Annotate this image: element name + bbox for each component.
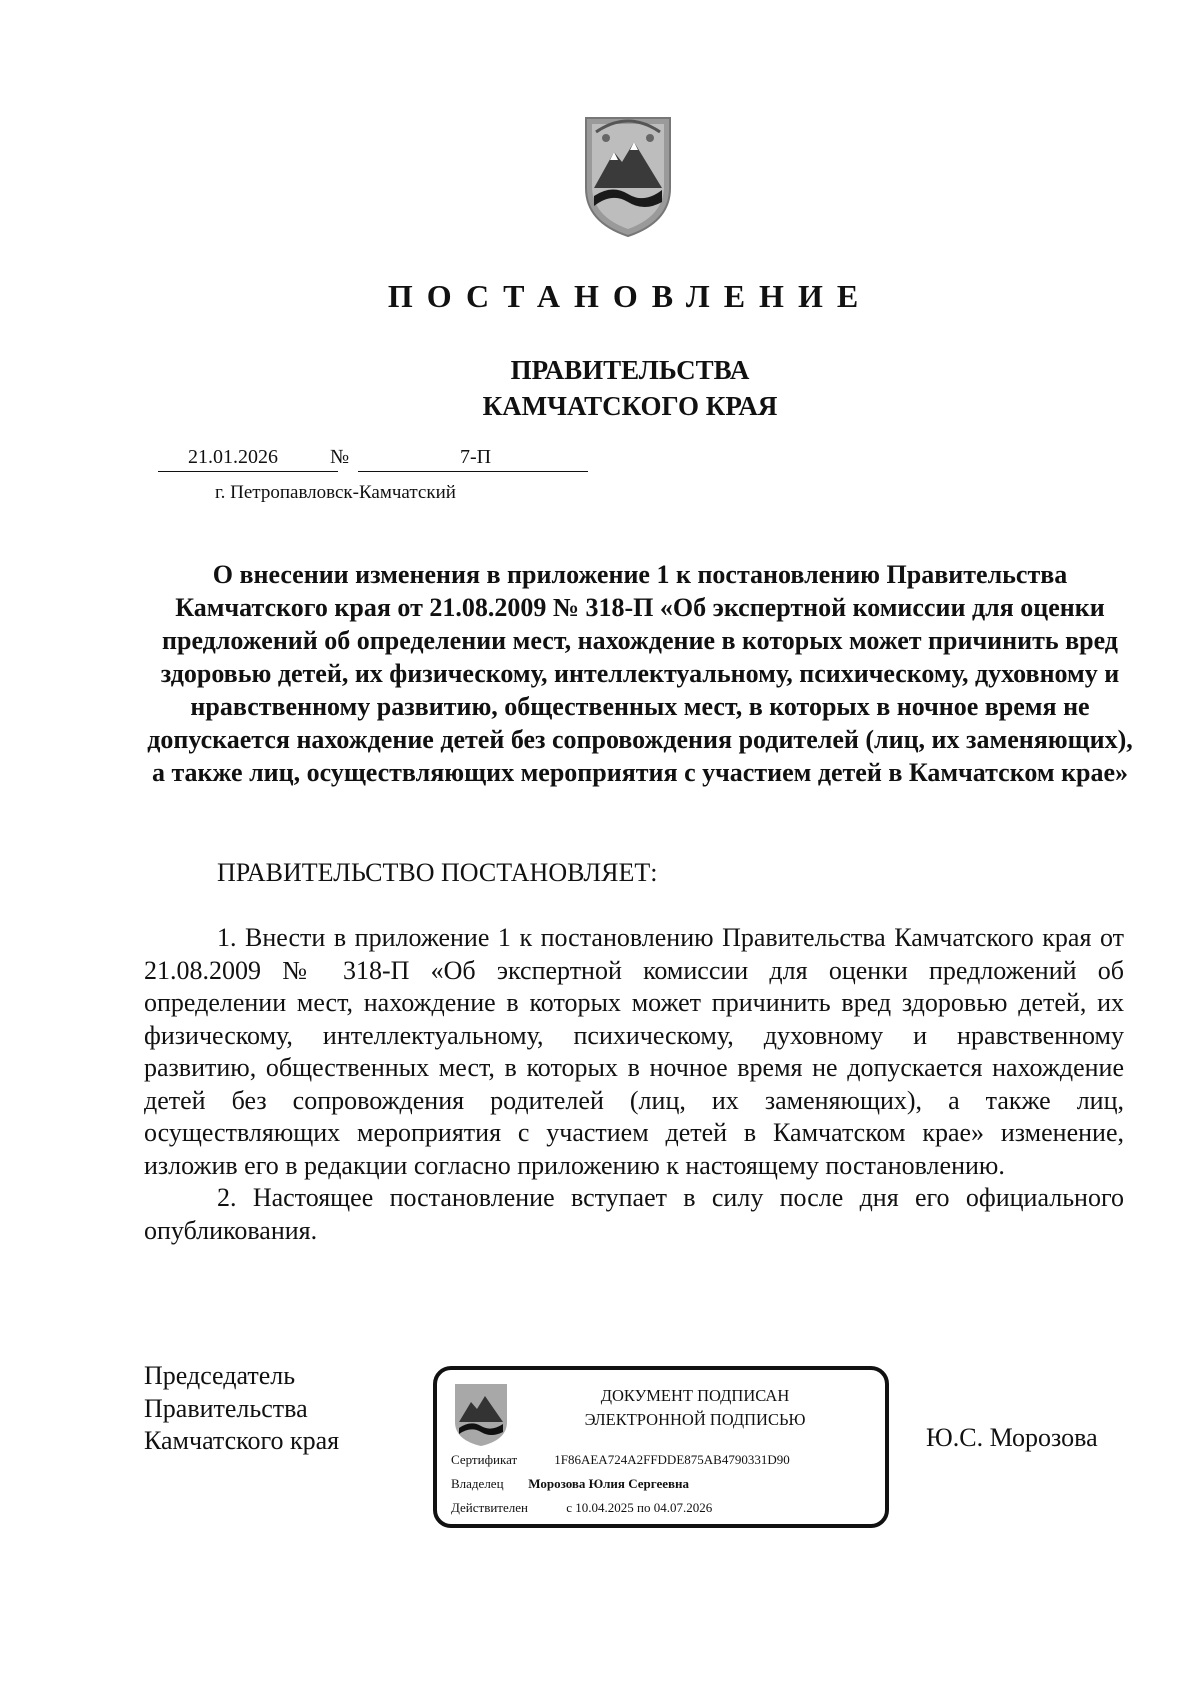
- stamp-valid-value: с 10.04.2025 по 04.07.2026: [566, 1500, 713, 1515]
- stamp-title-line-2: ЭЛЕКТРОННОЙ ПОДПИСЬЮ: [584, 1410, 806, 1429]
- paragraph-1: 1. Внести в приложение 1 к постановлению Правительства Камчатского края от 21.08.2009 № 318-П «Об экспертной комиссии для оценки предложений об определении мест, нахождение в которых может причинить вред здоровью детей, их физическому, интеллектуальному, психическому, духовному и нравственному развитию, общественных мест, в которых в ночное время не допускается нахождение детей без сопровождения родителей (лиц, их заменяющих), а также лиц, осуществляющих мероприятия с участием детей в Камчатском крае» изменение, изложив его в редакции согласно приложению к настоящему постановлению.: [144, 923, 1124, 1180]
- paragraph-2: 2. Настоящее постановление вступает в силу после дня его официального опубликования.: [144, 1183, 1124, 1245]
- stamp-certificate-row: [451, 1452, 790, 1468]
- signer-position-line-3: Камчатского края: [144, 1426, 340, 1455]
- number-underline: [358, 471, 588, 472]
- document-type: ПОСТАНОВЛЕНИЕ: [387, 278, 873, 314]
- issuer-line-1: ПРАВИТЕЛЬСТВА: [510, 355, 750, 385]
- number-sign: №: [330, 446, 350, 468]
- preamble: ПРАВИТЕЛЬСТВО ПОСТАНОВЛЯЕТ:: [217, 858, 658, 887]
- stamp-cert-label: Сертификат: [451, 1452, 518, 1467]
- registration-date: 21.01.2026: [188, 446, 278, 468]
- coat-of-arms-icon: [576, 114, 680, 240]
- registration-row: [158, 446, 588, 472]
- electronic-signature-stamp: [433, 1366, 889, 1528]
- signer-position: [144, 1360, 339, 1458]
- stamp-owner-label: Владелец: [451, 1476, 504, 1491]
- registration-number: 7-П: [460, 446, 492, 468]
- issuer-line-2: КАМЧАТСКОГО КРАЯ: [482, 391, 778, 421]
- signer-position-line-2: Правительства: [144, 1393, 308, 1423]
- document-body: [144, 922, 1124, 1247]
- issuer: [0, 352, 1200, 424]
- stamp-validity-row: [451, 1500, 712, 1516]
- document-subject: О внесении изменения в приложение 1 к постановлению Правительства Камчатского края от 21.08.2009 № 318-П «Об экспертной комиссии для оценки предложений об определении мест, нахождение в которых может причинить вред здоровью детей, их физическому, интеллектуальному, психическому, духовному и нравственному развитию, общественных мест, в которых в ночное время не допускается нахождение детей без сопровождения родителей (лиц, их заменяющих), а также лиц, осуществляющих мероприятия с участием детей в Камчатском крае»: [147, 560, 1133, 787]
- stamp-owner-row: [451, 1476, 689, 1492]
- signer-position-line-1: Председатель: [144, 1361, 296, 1390]
- stamp-emblem-icon: [451, 1382, 511, 1448]
- signer-name: Ю.С. Морозова: [926, 1423, 1098, 1452]
- stamp-valid-label: Действителен: [451, 1500, 528, 1515]
- stamp-title-line-1: ДОКУМЕНТ ПОДПИСАН: [600, 1386, 790, 1405]
- city: г. Петропавловск-Камчатский: [215, 482, 456, 503]
- date-underline: [158, 471, 338, 472]
- stamp-cert-value: 1F86AEA724A2FFDDE875AB4790331D90: [554, 1452, 790, 1467]
- stamp-owner-value: Морозова Юлия Сергеевна: [528, 1476, 690, 1491]
- stamp-title: [525, 1384, 865, 1432]
